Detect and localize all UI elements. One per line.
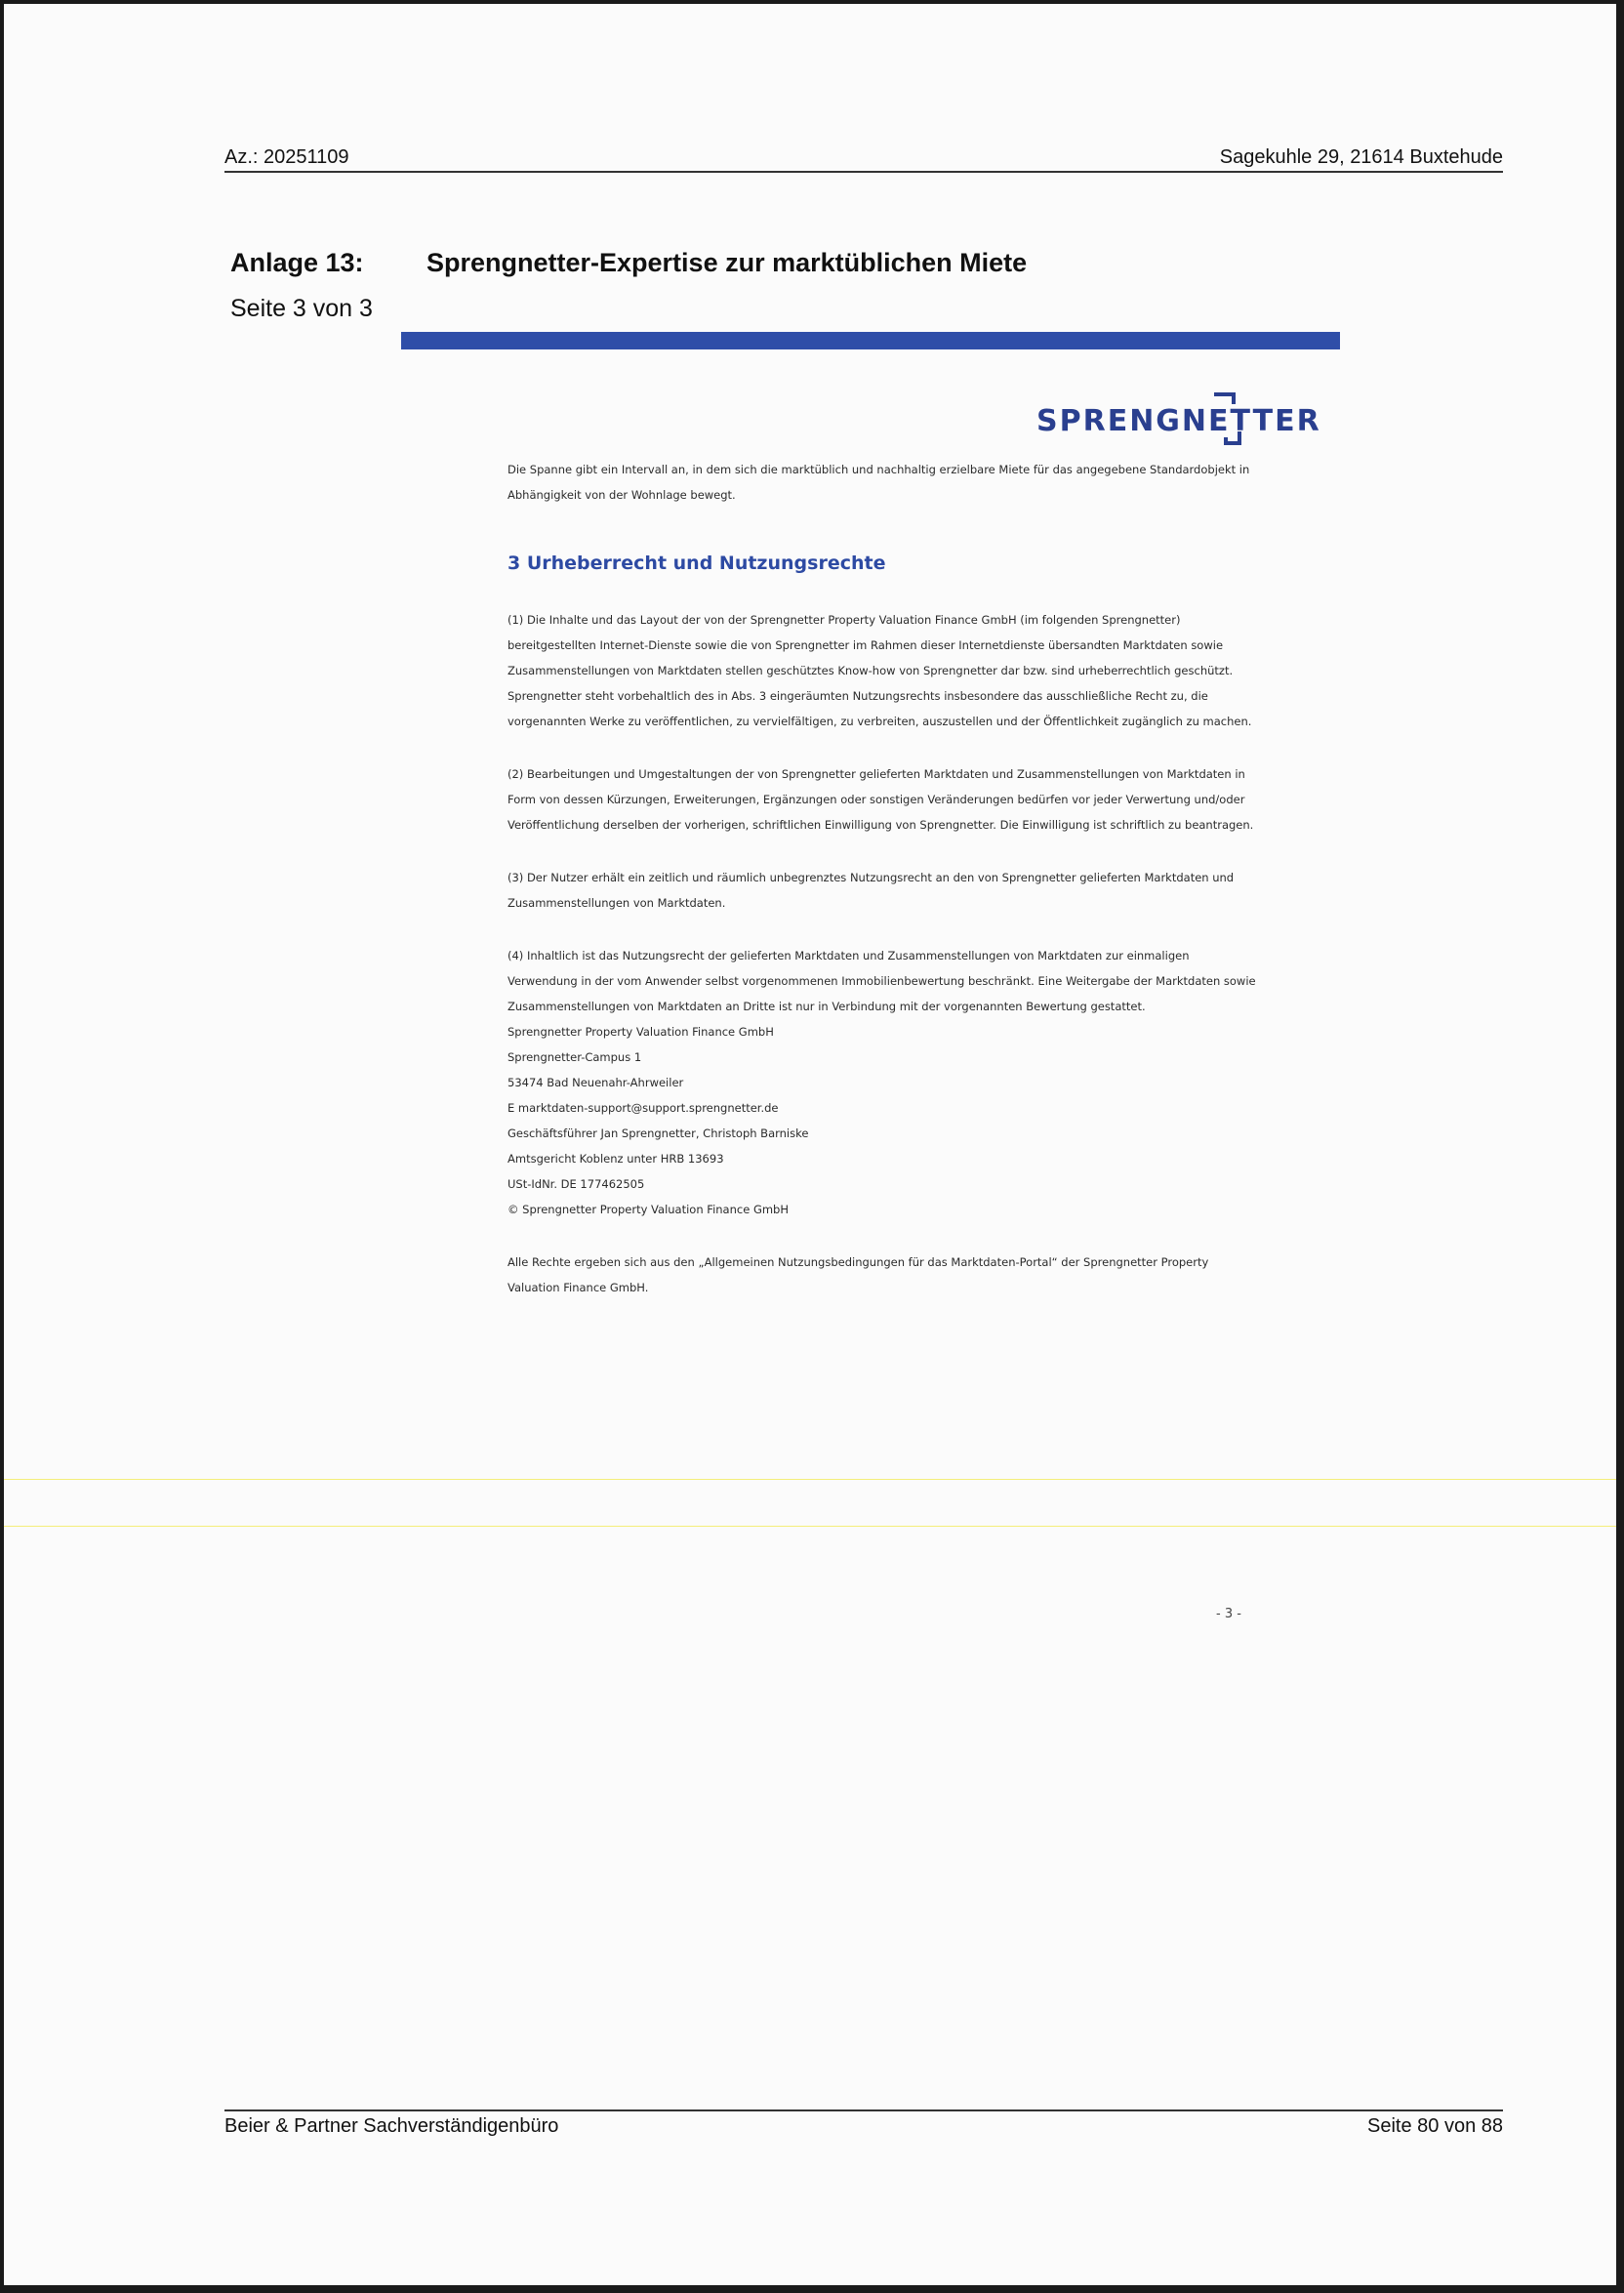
- property-address: Sagekuhle 29, 21614 Buxtehude: [1219, 146, 1503, 168]
- address-line: Sprengnetter-Campus 1: [508, 1050, 642, 1064]
- footer-rule: [224, 2109, 1503, 2111]
- scan-artifact-line: [4, 1479, 1616, 1480]
- paragraph-4: (4) Inhaltlich ist das Nutzungsrecht der gelieferten Marktdaten und Zusammenstellungen von Marktdaten zur einmaligen Verwendung in der vom Anwender selbst vorgenommenen Immobilienbewertung beschränkt. Eine Weitergabe der Marktdaten sowie Zusammenstellungen von Marktdaten an Dritte ist nur in Verbindung mit der vorgenannten Bewertung gestattet.: [508, 949, 1256, 1013]
- address-line: Sprengnetter Property Valuation Finance GmbH: [508, 1025, 774, 1039]
- blue-divider-bar: [401, 332, 1340, 349]
- file-reference: Az.: 20251109: [224, 146, 349, 168]
- annex-label: Anlage 13:: [230, 248, 364, 277]
- section-heading: 3 Urheberrecht und Nutzungsrechte: [508, 553, 886, 574]
- paragraph-2: (2) Bearbeitungen und Umgestaltungen der von Sprengnetter gelieferten Marktdaten und Zusammenstellungen von Marktdaten in Form von dessen Kürzungen, Erweiterungen, Ergänzungen oder sonstigen Veränderungen bedürfen vor jeder Verwertung und/oder Veröffentlichung derselben der vorherigen, schriftlichen Einwilligung von Sprengnetter. Die Einwilligung ist schriftlich zu beantragen.: [508, 767, 1254, 832]
- annex-title: Sprengnetter-Expertise zur marktüblichen Miete: [426, 248, 1028, 277]
- scan-artifact-line: [4, 1526, 1616, 1527]
- address-line: © Sprengnetter Property Valuation Finance GmbH: [508, 1203, 789, 1216]
- paragraph-3: (3) Der Nutzer erhält ein zeitlich und räumlich unbegrenztes Nutzungsrecht an den von Sprengnetter gelieferten Marktdaten und Zusammenstellungen von Marktdaten.: [508, 871, 1235, 910]
- address-line: Geschäftsführer Jan Sprengnetter, Christoph Barniske: [508, 1126, 809, 1140]
- address-line: 53474 Bad Neuenahr-Ahrweiler: [508, 1076, 684, 1089]
- annex-page-count: Seite 3 von 3: [230, 295, 373, 322]
- page-number: Seite 80 von 88: [1367, 2115, 1503, 2137]
- office-name: Beier & Partner Sachverständigenbüro: [224, 2115, 559, 2137]
- address-line: USt-IdNr. DE 177462505: [508, 1177, 645, 1191]
- address-line: E marktdaten-support@support.sprengnetter.de: [508, 1101, 779, 1115]
- header-rule: [224, 171, 1503, 173]
- company-address: [508, 1019, 1259, 1222]
- address-line: Amtsgericht Koblenz unter HRB 13693: [508, 1152, 724, 1166]
- intro-paragraph: Die Spanne gibt ein Intervall an, in dem sich die marktüblich und nachhaltig erzielbare Miete für das angegebene Standardobjekt in Abhängigkeit von der Wohnlage bewegt.: [508, 463, 1250, 502]
- document-page: [4, 4, 1616, 2285]
- page-header: [224, 146, 1503, 172]
- inner-page-number: - 3 -: [1216, 1607, 1241, 1621]
- rights-paragraph: Alle Rechte ergeben sich aus den „Allgemeinen Nutzungsbedingungen für das Marktdaten-Portal“ der Sprengnetter Property Valuation Finance GmbH.: [508, 1255, 1209, 1294]
- expertise-content: [508, 457, 1259, 1300]
- sprengnetter-logo: SPRENGNETTER: [1036, 404, 1321, 438]
- paragraph-1: (1) Die Inhalte und das Layout der von der Sprengnetter Property Valuation Finance GmbH (im folgenden Sprengnetter) bereitgestellten Internet-Dienste sowie die von Sprengnetter im Rahmen dieser Internetdienste übersandten Marktdaten sowie Zusammenstellungen von Marktdaten stellen geschütztes Know-how von Sprengnetter dar bzw. sind urheberrechtlich geschützt. Sprengnetter steht vorbehaltlich des in Abs. 3 eingeräumten Nutzungsrechts insbesondere das ausschließliche Recht zu, die vorgenannten Werke zu veröffentlichen, zu vervielfältigen, zu verbreiten, auszustellen und der Öffentlichkeit zugänglich zu machen.: [508, 613, 1252, 728]
